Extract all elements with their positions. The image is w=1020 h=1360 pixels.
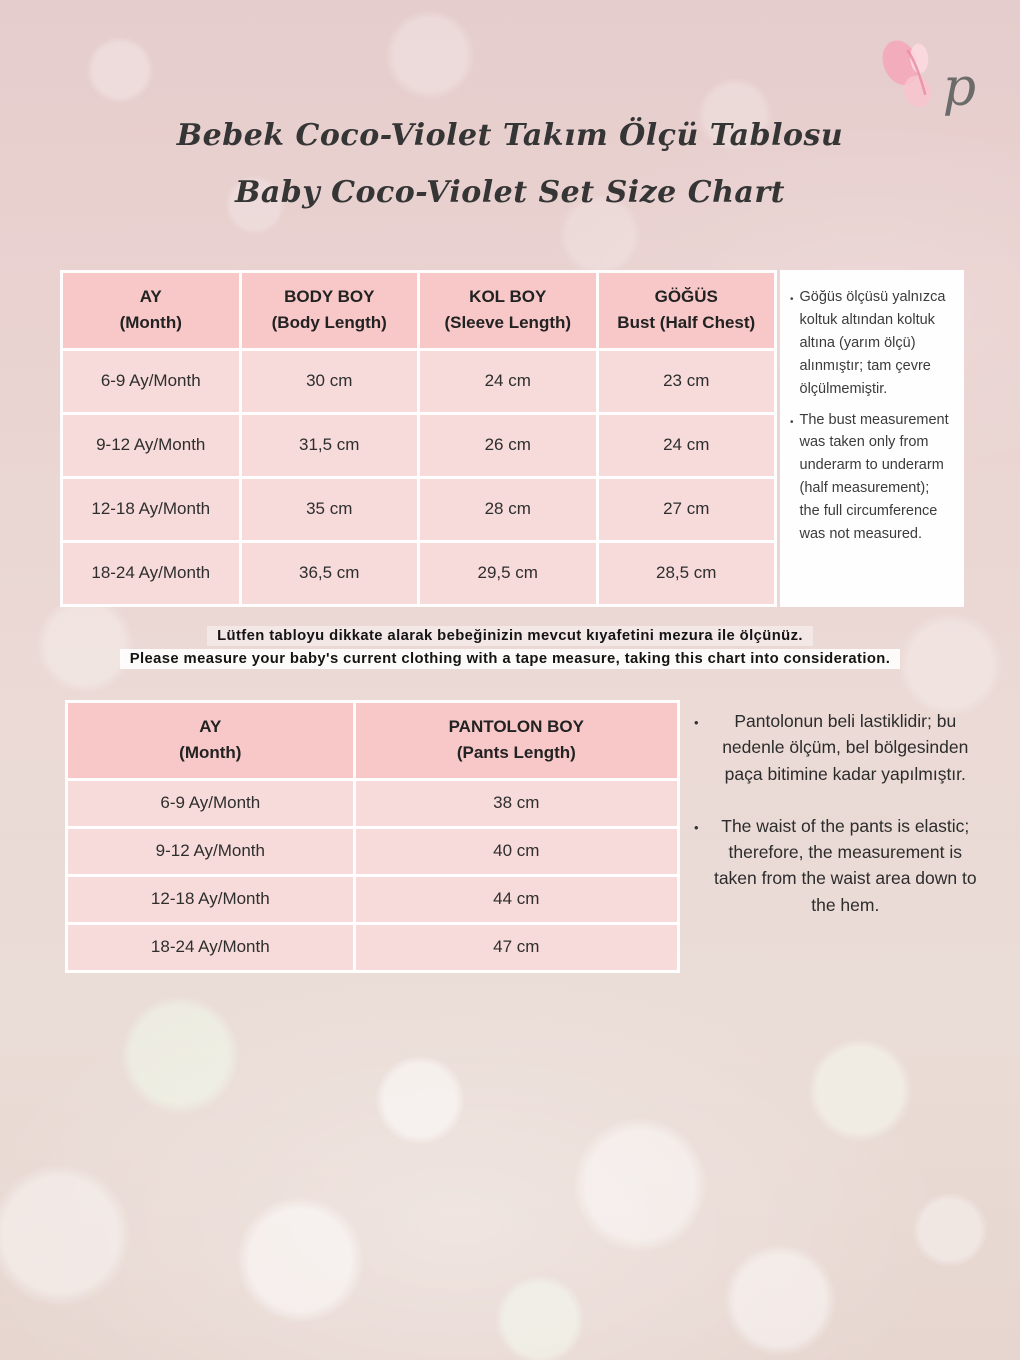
top-section	[60, 270, 964, 607]
cell-age: 12-18 Ay/Month	[62, 477, 241, 541]
header-line: AY	[199, 717, 222, 736]
table-row	[62, 349, 776, 413]
measuring-notice	[0, 626, 1020, 669]
pants-size-table	[65, 700, 680, 973]
table-row	[62, 541, 776, 605]
cell-sleeve-length: 26 cm	[419, 413, 598, 477]
header-bust	[597, 272, 776, 350]
table-row	[67, 923, 679, 971]
cell-body-length: 31,5 cm	[240, 413, 419, 477]
header-row	[67, 702, 679, 780]
cell-body-length: 30 cm	[240, 349, 419, 413]
header-line: PANTOLON BOY	[448, 717, 584, 736]
cell-pants-length: 40 cm	[354, 827, 678, 875]
header-line: (Pants Length)	[456, 743, 576, 763]
note-text: • Pantolonun beli lastiklidir; bu nedenle ölçüm, bel bölgesinden paça bitimine kadar yapılmıştır.	[722, 711, 969, 784]
cell-sleeve-length: 28 cm	[419, 477, 598, 541]
cell-bust: 23 cm	[597, 349, 776, 413]
header-month	[62, 272, 241, 350]
cell-age: 9-12 Ay/Month	[62, 413, 241, 477]
header-month	[67, 702, 355, 780]
header-pants-length	[354, 702, 678, 780]
top-size-table	[60, 270, 777, 607]
header-line: GÖĞÜS	[654, 287, 718, 306]
header-body-length	[240, 272, 419, 350]
note-text: • Göğüs ölçüsü yalnızca koltuk altından koltuk altına (yarım ölçü) alınmıştır; tam çevre ölçülmemiştir.	[799, 289, 946, 397]
cell-age: 6-9 Ay/Month	[67, 779, 355, 827]
cell-body-length: 35 cm	[240, 477, 419, 541]
header-sleeve-length	[419, 272, 598, 350]
note-item-english	[694, 813, 984, 918]
header-line: Bust (Half Chest)	[617, 313, 756, 333]
cell-age: 9-12 Ay/Month	[67, 827, 355, 875]
cell-body-length: 36,5 cm	[240, 541, 419, 605]
header-line: (Sleeve Length)	[444, 313, 572, 333]
cell-pants-length: 47 cm	[354, 923, 678, 971]
cell-age: 18-24 Ay/Month	[62, 541, 241, 605]
cell-age: 12-18 Ay/Month	[67, 875, 355, 923]
header-line: (Body Length)	[271, 313, 387, 333]
note-item-turkish	[790, 286, 952, 401]
page-header	[0, 118, 1020, 232]
note-text: • The waist of the pants is elastic; therefore, the measurement is taken from the waist area down to the hem.	[713, 815, 977, 915]
butterfly-icon	[873, 34, 953, 116]
title-turkish: Bebek Coco-Violet Takım Ölçü Tablosu	[176, 118, 844, 153]
header-row	[62, 272, 776, 350]
pants-measurement-notes	[694, 700, 984, 918]
header-line: AY	[139, 287, 162, 306]
bust-measurement-notes	[780, 270, 964, 607]
note-item-english	[790, 409, 952, 546]
table-row	[67, 875, 679, 923]
cell-bust: 24 cm	[597, 413, 776, 477]
title-english: Baby Coco-Violet Set Size Chart	[235, 175, 785, 210]
cell-age: 18-24 Ay/Month	[67, 923, 355, 971]
table-row	[67, 779, 679, 827]
bottom-section	[65, 700, 984, 973]
cell-bust: 27 cm	[597, 477, 776, 541]
cell-pants-length: 38 cm	[354, 779, 678, 827]
cell-age: 6-9 Ay/Month	[62, 349, 241, 413]
header-line: KOL BOY	[469, 287, 547, 306]
note-text: • The bust measurement was taken only from underarm to underarm (half measurement); the full circumference was not measured.	[799, 411, 949, 543]
cell-sleeve-length: 29,5 cm	[419, 541, 598, 605]
table-row	[67, 827, 679, 875]
brand-letter: p	[942, 58, 976, 118]
table-row	[62, 413, 776, 477]
brand-logo	[873, 34, 976, 116]
cell-sleeve-length: 24 cm	[419, 349, 598, 413]
table-row	[62, 477, 776, 541]
header-line: BODY BOY	[284, 287, 375, 306]
header-line: (Month)	[119, 313, 182, 333]
note-item-turkish	[694, 708, 984, 787]
notice-turkish: Lütfen tabloyu dikkate alarak bebeğinizin mevcut kıyafetini mezura ile ölçünüz.	[207, 626, 813, 646]
cell-pants-length: 44 cm	[354, 875, 678, 923]
cell-bust: 28,5 cm	[597, 541, 776, 605]
notice-english: Please measure your baby's current clothing with a tape measure, taking this chart into consideration.	[120, 649, 901, 669]
header-line: (Month)	[179, 743, 242, 763]
